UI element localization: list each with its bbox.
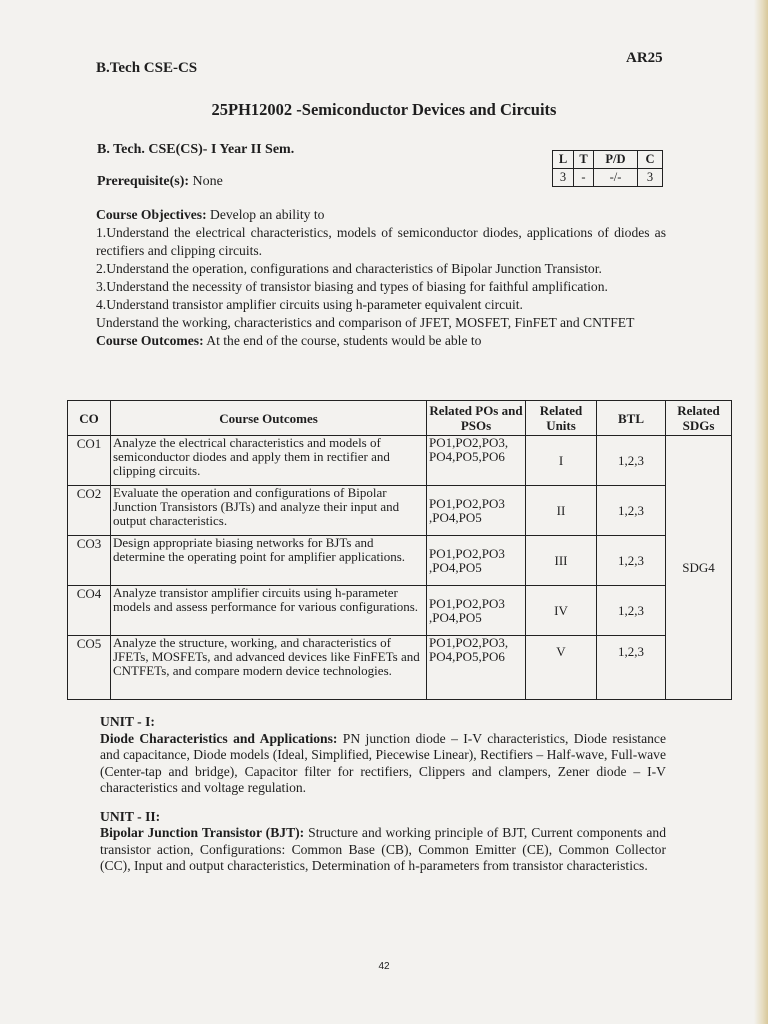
co-id: CO4 <box>68 586 111 636</box>
co-outcome: Design appropriate biasing networks for BJTs and determine the operating point for amplifier applications. <box>111 536 427 586</box>
objective-item: 3.Understand the necessity of transistor biasing and types of biasing for faithful amplification. <box>96 279 608 294</box>
ltpc-header-pd: P/D <box>594 151 638 169</box>
table-row <box>68 486 732 536</box>
table-header-row <box>68 401 732 436</box>
table-row <box>68 536 732 586</box>
outcomes-intro: At the end of the course, students would be able to <box>203 333 482 348</box>
objective-item: 1.Understand the electrical characteristics, models of semiconductor diodes, applications of diodes as rectifiers and clipping circuits. <box>96 225 666 258</box>
semester-line: B. Tech. CSE(CS)- I Year II Sem. <box>97 142 295 157</box>
prerequisite-value: None <box>189 174 223 189</box>
unit-content <box>100 731 666 797</box>
co-id: CO2 <box>68 486 111 536</box>
co-id: CO1 <box>68 436 111 486</box>
co-btl: 1,2,3 <box>597 636 666 700</box>
unit-body: PN junction diode – I-V characteristics, Diode resistance and capacitance, Diode models (Ideal, Simplified, Piecewise Linear), Rectifiers – Half-wave, Full-wave (Center-tap and bridge), Capacitor filter for rectifiers, Clippers and clampers, Zener diode – I-V characteristics and voltage regulation. <box>100 730 666 795</box>
outcomes-label: Course Outcomes: <box>96 333 204 348</box>
co-pos: PO1,PO2,PO3 ,PO4,PO5 <box>427 536 526 586</box>
co-pos: PO1,PO2,PO3 ,PO4,PO5 <box>427 486 526 536</box>
co-outcome: Analyze the electrical characteristics and models of semiconductor diodes and apply them in rectifier and clipping circuits. <box>111 436 427 486</box>
co-pos: PO1,PO2,PO3, PO4,PO5,PO6 <box>427 436 526 486</box>
co-unit: IV <box>526 586 597 636</box>
objectives-heading <box>96 206 666 224</box>
table-row <box>68 436 732 486</box>
page-edge <box>754 0 768 1024</box>
ltpc-value-t: - <box>574 169 594 187</box>
unit-topic: Bipolar Junction Transistor (BJT): <box>100 825 305 840</box>
co-pos: PO1,PO2,PO3, PO4,PO5,PO6 <box>427 636 526 700</box>
unit-topic: Diode Characteristics and Applications: <box>100 730 338 746</box>
co-unit: I <box>526 436 597 486</box>
unit-body: Structure and working principle of BJT, Current components and transistor action, Configurations: Common Base (CB), Common Emitter (CE), Common Collector (CC), Input and output characteristics, Determination of h-parameters from transistor characteristics. <box>100 825 666 873</box>
syllabus-units <box>100 714 666 875</box>
co-btl: 1,2,3 <box>597 586 666 636</box>
co-pos: PO1,PO2,PO3 ,PO4,PO5 <box>427 586 526 636</box>
col-header-sdgs: Related SDGs <box>666 401 732 436</box>
course-title: 25PH12002 -Semiconductor Devices and Circuits <box>211 100 557 119</box>
ltpc-value-row <box>553 169 663 187</box>
course-objectives <box>96 206 666 350</box>
objectives-intro: Develop an ability to <box>206 207 325 222</box>
col-header-units: Related Units <box>526 401 597 436</box>
col-header-outcomes: Course Outcomes <box>111 401 427 436</box>
co-unit: III <box>526 536 597 586</box>
ltpc-value-l: 3 <box>553 169 574 187</box>
col-header-pos: Related POs and PSOs <box>427 401 526 436</box>
unit-heading: UNIT - I: <box>100 714 155 729</box>
ltpc-value-pd: -/- <box>594 169 638 187</box>
program-label: B.Tech CSE-CS <box>96 60 198 76</box>
ltpc-header-c: C <box>638 151 663 169</box>
ltpc-header-t: T <box>574 151 594 169</box>
unit-heading: UNIT - II: <box>100 808 161 824</box>
ltpc-table <box>552 150 663 187</box>
co-unit: II <box>526 486 597 536</box>
co-btl: 1,2,3 <box>597 436 666 486</box>
col-header-btl: BTL <box>597 401 666 436</box>
prerequisite-line <box>97 174 223 190</box>
sdg-cell: SDG4 <box>666 436 732 700</box>
co-id: CO5 <box>68 636 111 700</box>
objectives-label: Course Objectives: <box>96 207 207 222</box>
objective-item: 2.Understand the operation, configurations and characteristics of Bipolar Junction Transistor. <box>96 261 602 276</box>
unit-content <box>100 825 666 875</box>
co-outcome: Analyze transistor amplifier circuits using h-parameter models and assess performance for various configurations. <box>111 586 427 636</box>
ltpc-header-l: L <box>553 151 574 169</box>
co-btl: 1,2,3 <box>597 536 666 586</box>
objective-item: Understand the working, characteristics and comparison of JFET, MOSFET, FinFET and CNTFET <box>96 315 635 330</box>
table-row <box>68 586 732 636</box>
ltpc-header-row <box>553 151 663 169</box>
regulation-label: AR25 <box>626 50 663 66</box>
objective-item: 4.Understand transistor amplifier circuits using h-parameter equivalent circuit. <box>96 297 523 312</box>
co-outcome: Analyze the structure, working, and characteristics of JFETs, MOSFETs, and advanced devices like FinFETs and CNTFETs, and compare modern device technologies. <box>111 636 427 700</box>
prerequisite-label: Prerequisite(s): <box>97 174 190 189</box>
page-number: 42 <box>378 961 390 972</box>
outcomes-heading <box>96 332 666 350</box>
co-btl: 1,2,3 <box>597 486 666 536</box>
course-outcomes-table <box>67 400 732 700</box>
co-outcome: Evaluate the operation and configurations of Bipolar Junction Transistors (BJTs) and analyze their input and output characteristics. <box>111 486 427 536</box>
ltpc-value-c: 3 <box>638 169 663 187</box>
col-header-co: CO <box>68 401 111 436</box>
table-row <box>68 636 732 700</box>
co-id: CO3 <box>68 536 111 586</box>
co-unit: V <box>526 636 597 700</box>
